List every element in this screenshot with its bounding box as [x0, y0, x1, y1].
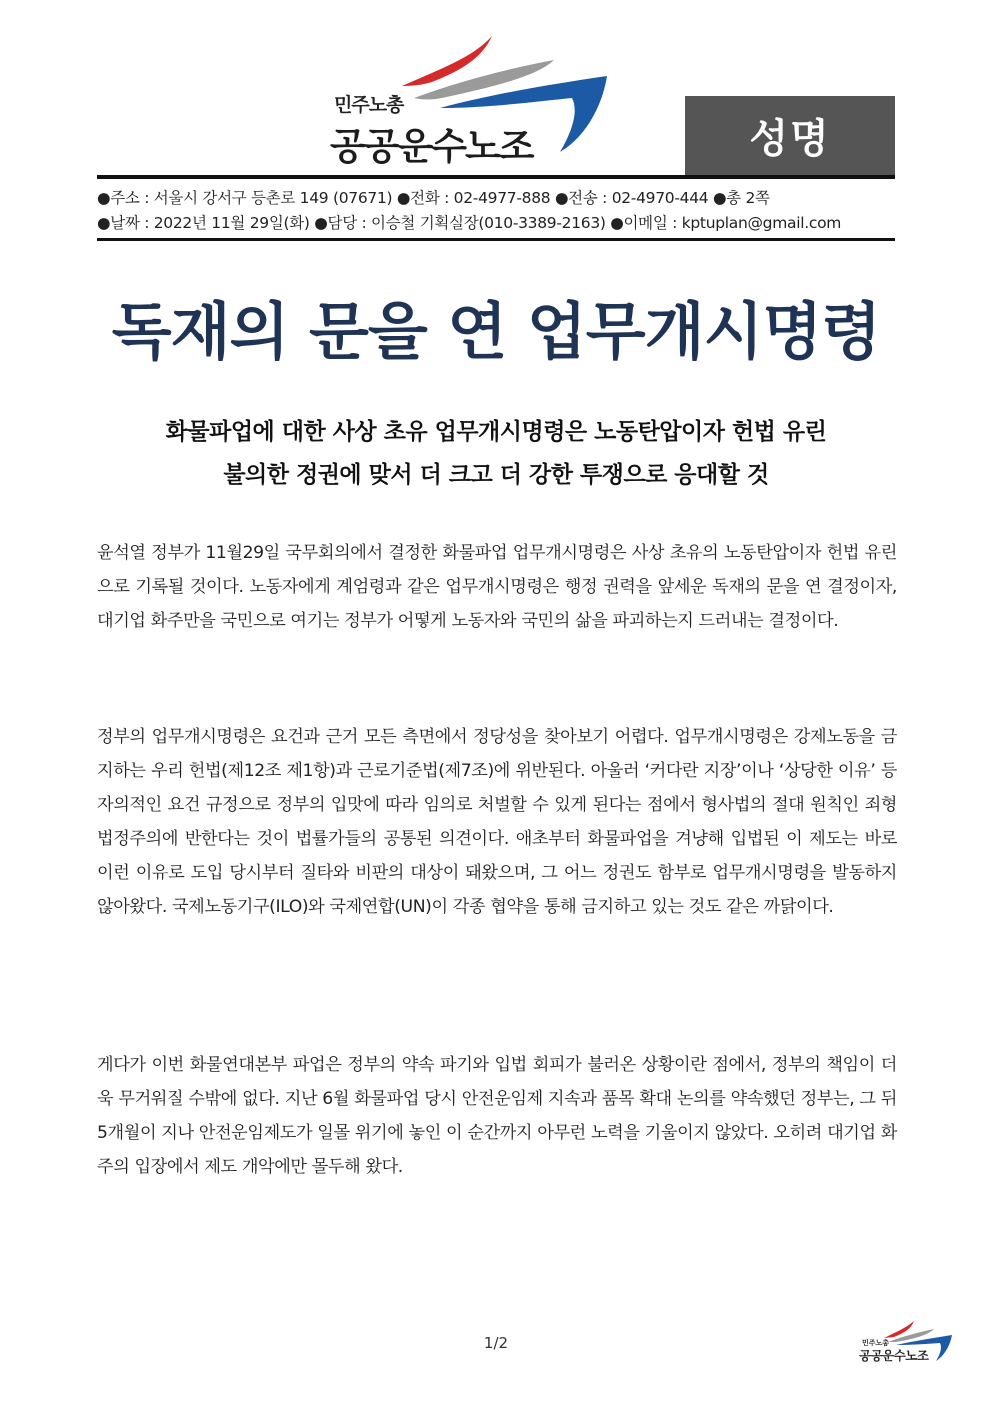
paragraph-2: 정부의 업무개시명령은 요건과 근거 모든 측면에서 정당성을 찾아보기 어렵다. 업무개시명령은 강제노동을 금지하는 우리 헌법(제12조 제1항)과 근로기준법(제7조)에 위반된다. 아울러 ‘커다란 지장’이나 ‘상당한 이유’ 등 자의적인 요건 규정으로 정부의 입맛에 따라 임의로 처벌할 수 있게 된다는 점에서 형사법의 절대 원칙인 죄형법정주의에 반한다는 것이 법률가들의 공통된 의견이다. 애초부터 화물파업을 겨냥해 입법된 이 제도는 바로 이런 이유로 도입 당시부터 질타와 비판의 대상이 돼왔으며, 그 어느 정권도 함부로 업무개시명령을 발동하지 않아왔다. 국제노동기구(ILO)와 국제연합(UN)이 각종 협약을 통해 금지하고 있는 것도 같은 까닭이다.: [97, 727, 897, 917]
contact-info-line-1: ●주소 : 서울시 강서구 등촌로 149 (07671) ●전화 : 02-4977-888 ●전송 : 02-4970-444 ●총 2쪽: [97, 189, 770, 207]
logo-small-text: 민주노총: [334, 94, 404, 116]
footer-logo-small-text: 민주노총: [862, 1339, 890, 1347]
footer-logo-big-text: 공공운수노조: [859, 1348, 929, 1363]
footer-logo: [856, 1318, 956, 1366]
statement-badge: 성명: [685, 96, 895, 175]
header-divider-top: [97, 175, 895, 179]
header-divider-bottom: [97, 238, 895, 241]
page-number: 1/2: [483, 1334, 509, 1352]
union-logo: [322, 28, 612, 168]
logo-big-text: 공공운수노조: [330, 125, 533, 168]
document-title: 독재의 문을 연 업무개시명령: [111, 295, 881, 368]
paragraph-3: 게다가 이번 화물연대본부 파업은 정부의 약속 파기와 입법 회피가 불러온 상황이란 점에서, 정부의 책임이 더욱 무거워질 수밖에 없다. 지난 6월 화물파업 당시 안전운임제 지속과 품목 확대 논의를 약속했던 정부는, 그 뒤 5개월이 지나 안전운임제도가 일몰 위기에 놓인 이 순간까지 아무런 노력을 기울이지 않았다. 오히려 대기업 화주의 입장에서 제도 개악에만 몰두해 왔다.: [97, 1055, 897, 1177]
subtitle-line-2: 불의한 정권에 맞서 더 크고 더 강한 투쟁으로 응대할 것: [223, 462, 769, 488]
subtitle-line-1: 화물파업에 대한 사상 초유 업무개시명령은 노동탄압이자 헌법 유린: [165, 419, 827, 445]
paragraph-1: 윤석열 정부가 11월29일 국무회의에서 결정한 화물파업 업무개시명령은 사상 초유의 노동탄압이자 헌법 유린으로 기록될 것이다. 노동자에게 계엄령과 같은 업무개시명령은 행정 권력을 앞세운 독재의 문을 연 결정이자, 대기업 화주만을 국민으로 여기는 정부가 어떻게 노동자와 국민의 삶을 파괴하는지 드러내는 결정이다.: [97, 543, 897, 631]
contact-info-line-2: ●날짜 : 2022년 11월 29일(화) ●담당 : 이승철 기획실장(010-3389-2163) ●이메일 : kptuplan@gmail.com: [97, 214, 842, 232]
